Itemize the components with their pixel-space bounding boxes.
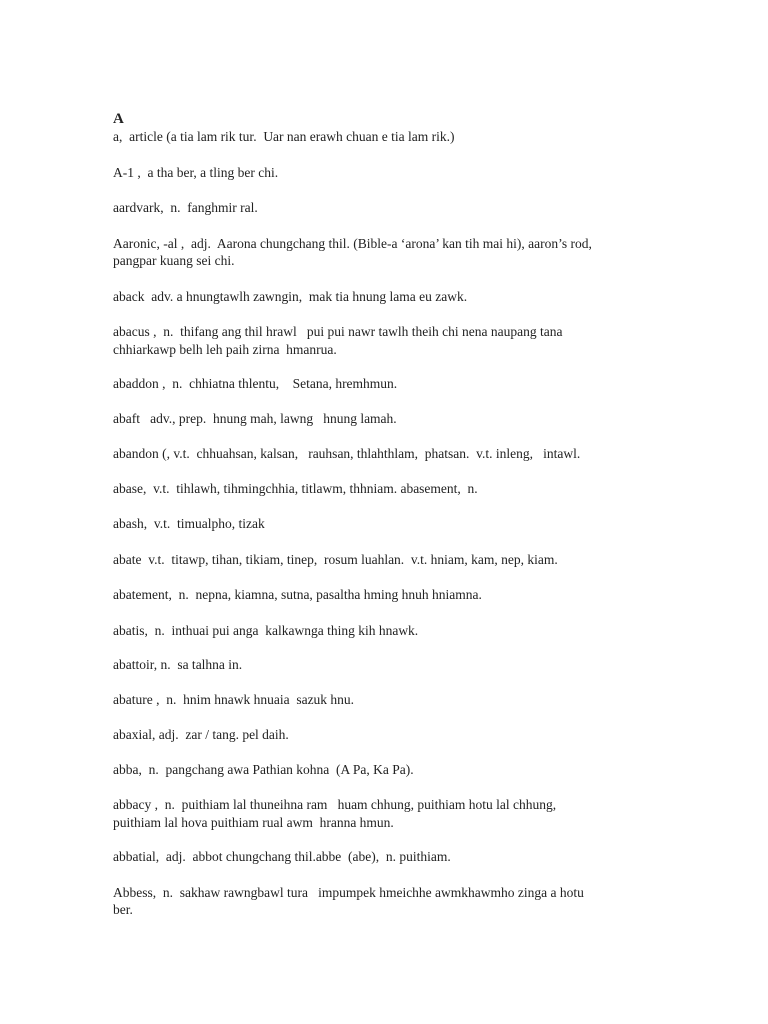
entry-text-line: abaddon , n. chhiatna thlentu, Setana, hremhmun.	[113, 376, 398, 391]
entry-text-line: abaxial, adj. zar / tang. pel daih.	[113, 727, 289, 742]
entry-text-line: abature , n. hnim hnawk hnuaia sazuk hnu.	[113, 691, 355, 707]
dictionary-entry	[113, 848, 653, 866]
dictionary-entry	[113, 323, 653, 358]
entry-text-line: abbatial, adj. abbot chungchang thil.abbe (abe), n. puithiam.	[113, 849, 451, 864]
dictionary-entry	[113, 691, 653, 709]
entry-text-line: pangpar kuang sei chi.	[113, 253, 235, 268]
entry-text-line: abase, v.t. tihlawh, tihmingchhia, titlawm, thhniam. abasement, n.	[113, 480, 478, 496]
entry-text-line: abattoir, n. sa talhna in.	[113, 657, 243, 672]
entry-text-line: a, article (a tia lam rik tur. Uar nan erawh chuan e tia lam rik.)	[113, 129, 455, 144]
section-letter-heading: A	[113, 111, 124, 127]
dictionary-entry	[113, 551, 653, 569]
entry-text-line: abatement, n. nepna, kiamna, sutna, pasaltha hming hnuh hniamna.	[113, 587, 482, 602]
dictionary-entry	[113, 515, 653, 533]
entry-text-line: puithiam lal hova puithiam rual awm hranna hmun.	[113, 814, 394, 830]
entry-text-line: abatis, n. inthuai pui anga kalkawnga thing kih hnawk.	[113, 622, 419, 638]
dictionary-entry	[113, 235, 653, 270]
entry-text-line: A-1 , a tha ber, a tling ber chi.	[113, 164, 279, 180]
entry-text-line: abacus , n. thifang ang thil hrawl pui pui nawr tawlh theih chi nena naupang tana	[113, 324, 563, 339]
entry-text-line: aardvark, n. fanghmir ral.	[113, 200, 258, 215]
dictionary-entry	[113, 128, 653, 146]
dictionary-entry	[113, 761, 653, 779]
dictionary-entry	[113, 288, 653, 306]
entry-text-line: ber.	[113, 902, 133, 917]
dictionary-entry	[113, 480, 653, 498]
entry-text-line: Abbess, n. sakhaw rawngbawl tura impumpek hmeichhe awmkhawmho zinga a hotu	[113, 884, 584, 900]
dictionary-entry	[113, 726, 653, 744]
entry-text-line: aback adv. a hnungtawlh zawngin, mak tia hnung lama eu zawk.	[113, 288, 468, 304]
dictionary-entry	[113, 164, 653, 182]
entry-text-line: abash, v.t. timualpho, tizak	[113, 516, 265, 531]
dictionary-entry	[113, 375, 653, 393]
entry-text-line: abbacy , n. puithiam lal thuneihna ram huam chhung, puithiam hotu lal chhung,	[113, 797, 557, 812]
entry-text-line: Aaronic, -al , adj. Aarona chungchang thil. (Bible-a ‘arona’ kan tih mai hi), aaron’s rod,	[113, 235, 592, 251]
dictionary-entry	[113, 445, 653, 463]
dictionary-entry-list	[113, 128, 653, 919]
dictionary-entry	[113, 796, 653, 831]
entry-text-line: abate v.t. titawp, tihan, tikiam, tinep, rosum luahlan. v.t. hniam, kam, nep, kiam.	[113, 551, 558, 567]
entry-text-line: chhiarkawp belh leh paih zirna hmanrua.	[113, 341, 337, 357]
dictionary-entry	[113, 622, 653, 640]
entry-text-line: abaft adv., prep. hnung mah, lawng hnung lamah.	[113, 410, 397, 426]
dictionary-entry	[113, 656, 653, 674]
dictionary-entry	[113, 884, 653, 919]
entry-text-line: abba, n. pangchang awa Pathian kohna (A Pa, Ka Pa).	[113, 761, 414, 777]
dictionary-entry	[113, 410, 653, 428]
dictionary-entry	[113, 199, 653, 217]
entry-text-line: abandon (, v.t. chhuahsan, kalsan, rauhsan, thlahthlam, phatsan. v.t. inleng, intawl.	[113, 446, 581, 461]
dictionary-entry	[113, 586, 653, 604]
